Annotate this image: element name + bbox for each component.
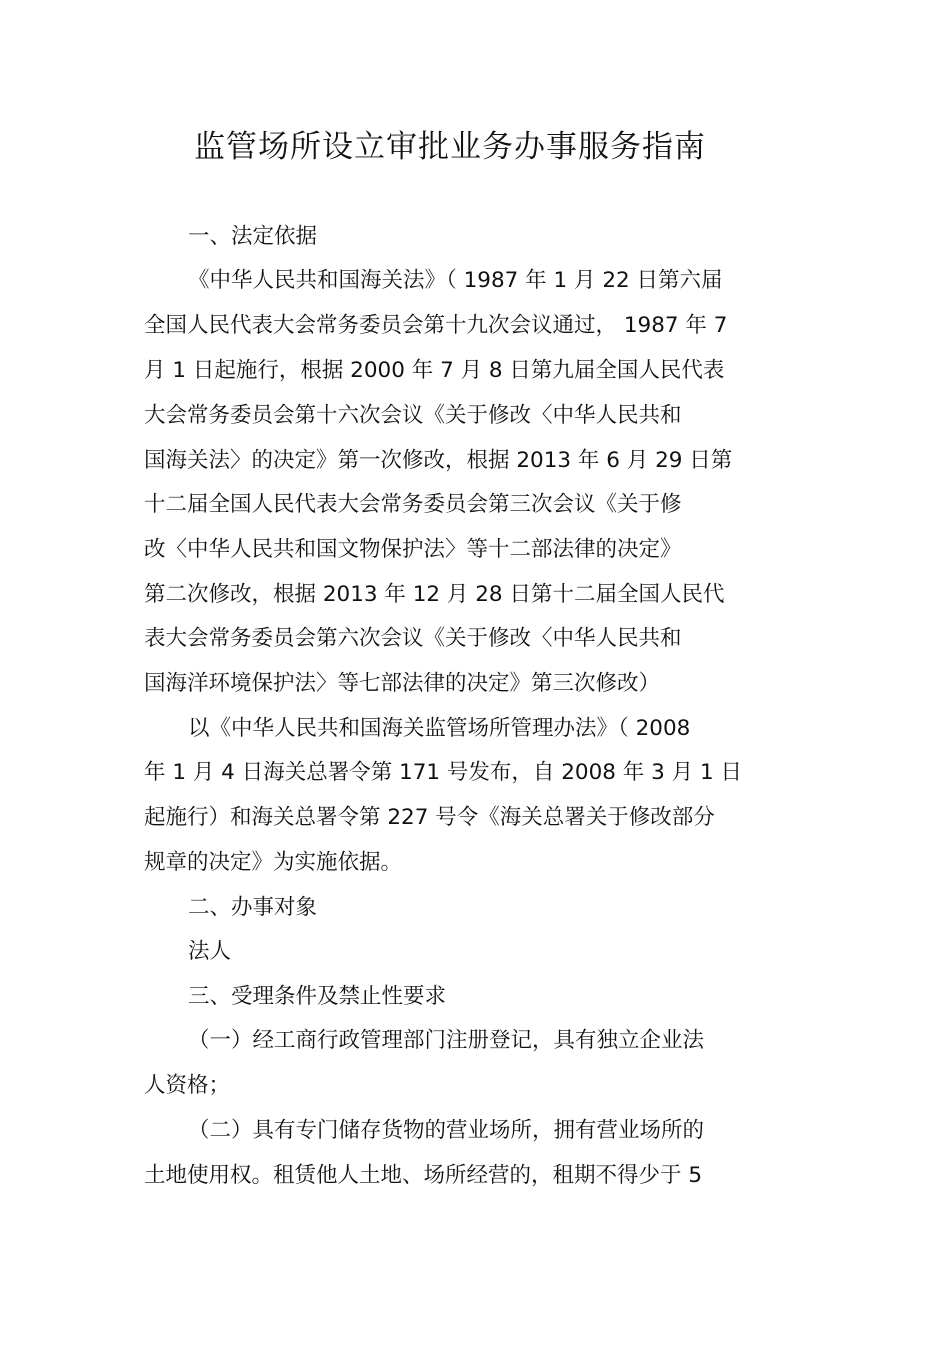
paragraph-line: 土地使用权。租赁他人土地、场所经营的，租期不得少于 5 [144, 1163, 703, 1188]
paragraph-line: 改〈中华人民共和国文物保护法〉等十二部法律的决定》 [144, 537, 682, 562]
paragraph-line: 规章的决定》为实施依据。 [144, 850, 403, 875]
paragraph-line: 表大会常务委员会第六次会议《关于修改〈中华人民共和 [144, 626, 682, 651]
paragraph-line: 月 1 日起施行，根据 2000 年 7 月 8 日第九届全国人民代表 [144, 358, 725, 383]
paragraph-line: 国海关法〉的决定》第一次修改，根据 2013 年 6 月 29 日第 [144, 448, 733, 473]
section-heading-conditions: 三、受理条件及禁止性要求 [188, 984, 447, 1009]
paragraph-line: 《中华人民共和国海关法》（ 1987 年 1 月 22 日第六届 [188, 268, 723, 293]
paragraph-line: 人资格； [144, 1073, 231, 1098]
paragraph-line: 年 1 月 4 日海关总署令第 171 号发布，自 2008 年 3 月 1 日 [144, 760, 742, 785]
paragraph-line: 以《中华人民共和国海关监管场所管理办法》（ 2008 [188, 716, 691, 741]
paragraph-line: 国海洋环境保护法〉等七部法律的决定》第三次修改） [144, 671, 661, 696]
paragraph-line: 起施行）和海关总署令第 227 号令《海关总署关于修改部分 [144, 805, 715, 830]
section-heading-applicant: 二、办事对象 [188, 895, 318, 920]
document-title: 监管场所设立审批业务办事服务指南 [194, 129, 706, 165]
section-heading-legal-basis: 一、法定依据 [188, 224, 318, 249]
paragraph-line: 第二次修改，根据 2013 年 12 月 28 日第十二届全国人民代 [144, 582, 725, 607]
paragraph-line: 大会常务委员会第十六次会议《关于修改〈中华人民共和 [144, 403, 682, 428]
paragraph-line: 十二届全国人民代表大会常务委员会第三次会议《关于修 [144, 492, 682, 517]
paragraph-line: （二）具有专门储存货物的营业场所，拥有营业场所的 [188, 1118, 705, 1143]
paragraph-line: （一）经工商行政管理部门注册登记，具有独立企业法 [188, 1028, 705, 1053]
paragraph-line: 法人 [188, 939, 232, 964]
paragraph-line: 全国人民代表大会常务委员会第十九次会议通过， 1987 年 7 [144, 313, 728, 338]
